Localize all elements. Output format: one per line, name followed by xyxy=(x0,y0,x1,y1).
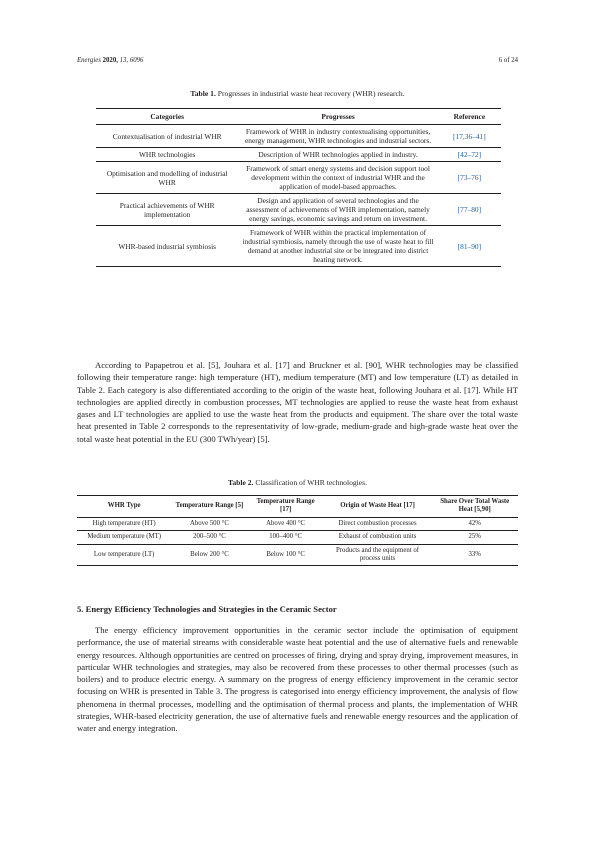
whr-type-cell: Low temperature (LT) xyxy=(77,544,171,566)
temperature-range-cell: Above 400 °C xyxy=(248,517,324,530)
reference-link[interactable]: [73–76] xyxy=(438,162,501,194)
category-cell: WHR-based industrial symbiosis xyxy=(96,226,238,267)
table-row xyxy=(96,194,501,226)
progress-cell: Framework of WHR in industry contextualising opportunities, energy management, WHR technologies and industrial sectors. xyxy=(238,125,437,148)
table-row xyxy=(77,517,518,530)
table2-caption: Table 2. Classification of WHR technologies. xyxy=(227,478,367,487)
column-header: Temperature Range [17] xyxy=(248,496,324,518)
reference-link[interactable]: [17,36–41] xyxy=(438,125,501,148)
temperature-range-cell: Below 200 °C xyxy=(171,544,247,566)
progress-cell: Description of WHR technologies applied in industry. xyxy=(238,148,437,162)
whr-type-cell: High temperature (HT) xyxy=(77,517,171,530)
category-cell: Practical achievements of WHR implementation xyxy=(96,194,238,226)
origin-cell: Direct combustion processes xyxy=(324,517,432,530)
column-header: WHR Type xyxy=(77,496,171,518)
table-row xyxy=(96,125,501,148)
table1-caption: Table 1. Progresses in industrial waste heat recovery (WHR) research. xyxy=(190,89,405,98)
paragraph-whr-classification: According to Papapetrou et al. [5], Jouhara et al. [17] and Bruckner et al. [90], WHR technologies may be classified following their temperature range: high temperature (HT), medium temperature (MT) and low temperature (LT) as detailed in Table 2. Each category is also differentiated according to the origin of the waste heat, following Jouhara et al. [17]. While HT technologies are applied directly in combustion processes, MT technologies are applied to reuse the waste heat from exhaust gases and LT technologies are applied to use the waste heat from the products and equipment. The share over the total waste heat presented in Table 2 corresponds to the representativity of low-grade, medium-grade and high-grade waste heat over the total waste heat potential in the EU (300 TWh/year) [5]. xyxy=(77,360,518,444)
progress-cell: Framework of WHR within the practical implementation of industrial symbiosis, namely through the use of waste heat to fill demand at another industrial site or be integrated into district heating network. xyxy=(238,226,437,267)
whr-type-cell: Medium temperature (MT) xyxy=(77,531,171,544)
journal-citation: Energies 2020, 13, 6096 xyxy=(77,57,144,64)
page-number: 6 of 24 xyxy=(498,57,518,64)
column-header: Progresses xyxy=(238,109,437,125)
origin-cell: Exhaust of combustion units xyxy=(324,531,432,544)
column-header: Reference xyxy=(438,109,501,125)
progress-cell: Framework of smart energy systems and decision support tool development within the context of industrial WHR and the application of model-based approaches. xyxy=(238,162,437,194)
paragraph-energy-efficiency: The energy efficiency improvement opportunities in the ceramic sector include the optimisation of equipment performance, the use of material streams with considerable waste heat potential and the use of alternative fuels and renewable energy resources. Although opportunities are centred on processes of firing, drying and spray drying, improvement measures, in particular WHR technologies and strategies, may also be recovered from these processes to other thermal processes (such as boilers) and to produce electric energy. A summary on the progress of energy efficiency improvement in the ceramic sector focusing on WHR is presented in Table 3. The progress is categorised into energy efficiency improvement, the analysis of flow phenomena in thermal processes, modelling and the optimisation of thermal process and plants, the implementation of WHR strategies, WHR-based electricity generation, the use of alternative fuels and renewable energy resources and the application of water and energy integration. xyxy=(77,625,518,734)
temperature-range-cell: Above 500 °C xyxy=(171,517,247,530)
share-cell: 42% xyxy=(431,517,518,530)
table-row xyxy=(96,162,501,194)
section-heading: 5. Energy Efficiency Technologies and Strategies in the Ceramic Sector xyxy=(77,604,337,614)
table2-header-row xyxy=(77,496,518,518)
reference-link[interactable]: [81–90] xyxy=(438,226,501,267)
temperature-range-cell: Below 100 °C xyxy=(248,544,324,566)
temperature-range-cell: 100–400 °C xyxy=(248,531,324,544)
origin-cell: Products and the equipment of process units xyxy=(324,544,432,566)
category-cell: Optimisation and modelling of industrial WHR xyxy=(96,162,238,194)
table-row xyxy=(96,226,501,267)
table-row xyxy=(96,148,501,162)
reference-link[interactable]: [77–80] xyxy=(438,194,501,226)
share-cell: 25% xyxy=(431,531,518,544)
table-row xyxy=(77,531,518,544)
category-cell: WHR technologies xyxy=(96,148,238,162)
temperature-range-cell: 200–500 °C xyxy=(171,531,247,544)
column-header: Origin of Waste Heat [17] xyxy=(324,496,432,518)
reference-link[interactable]: [42–72] xyxy=(438,148,501,162)
category-cell: Contextualisation of industrial WHR xyxy=(96,125,238,148)
column-header: Temperature Range [5] xyxy=(171,496,247,518)
progress-cell: Design and application of several technologies and the assessment of achievements of WHR implementation, namely energy savings, economic savings and return on investment. xyxy=(238,194,437,226)
column-header: Categories xyxy=(96,109,238,125)
column-header: Share Over Total Waste Heat [5,90] xyxy=(431,496,518,518)
table1-header-row xyxy=(96,109,501,125)
table1 xyxy=(96,108,501,267)
table-row xyxy=(77,544,518,566)
share-cell: 33% xyxy=(431,544,518,566)
table2 xyxy=(77,495,518,566)
